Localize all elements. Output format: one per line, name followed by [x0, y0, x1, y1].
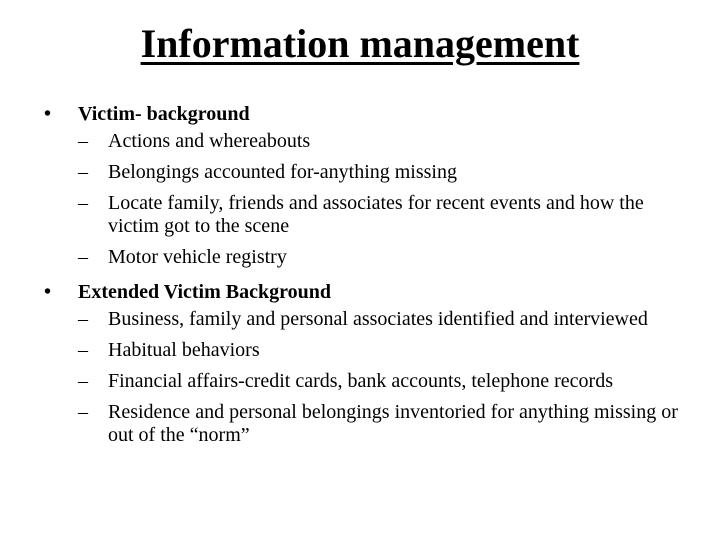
dash-icon: –: [78, 370, 88, 392]
sub-item-text: Habitual behaviors: [108, 339, 260, 361]
sub-list: [44, 308, 684, 447]
bullet-text: Victim- background: [78, 103, 250, 125]
dash-icon: –: [78, 308, 88, 330]
dash-icon: –: [78, 192, 88, 214]
sub-item-text: Residence and personal belongings inventoried for anything missing or out of the “norm”: [108, 401, 678, 446]
sub-item-text: Actions and whereabouts: [108, 130, 311, 152]
sub-item: [44, 192, 684, 238]
dash-icon: –: [78, 339, 88, 361]
sub-item: [44, 130, 684, 153]
dash-icon: –: [78, 161, 88, 183]
dash-icon: –: [78, 130, 88, 152]
sub-item: [44, 308, 684, 331]
sub-item: [44, 246, 684, 269]
dash-icon: –: [78, 246, 88, 268]
sub-item: [44, 339, 684, 362]
bullet-icon: •: [44, 103, 52, 125]
sub-item: [44, 370, 684, 393]
sub-list: [44, 130, 684, 269]
sub-item-text: Financial affairs-credit cards, bank accounts, telephone records: [108, 370, 613, 392]
sub-item: [44, 161, 684, 184]
slide-title: Information management: [140, 21, 580, 66]
bullet-item-extended-victim-background: [44, 277, 684, 308]
sub-item: [44, 401, 684, 447]
sub-item-text: Locate family, friends and associates for recent events and how the victim got to the scene: [108, 192, 644, 237]
bullet-text: Extended Victim Background: [78, 281, 331, 303]
bullet-icon: •: [44, 281, 52, 303]
bullet-item-victim-background: [44, 99, 684, 130]
sub-item-text: Business, family and personal associates identified and interviewed: [108, 308, 648, 330]
sub-item-text: Belongings accounted for-anything missing: [108, 161, 457, 183]
bullet-list: [44, 99, 684, 455]
sub-item-text: Motor vehicle registry: [108, 246, 287, 268]
dash-icon: –: [78, 401, 88, 423]
